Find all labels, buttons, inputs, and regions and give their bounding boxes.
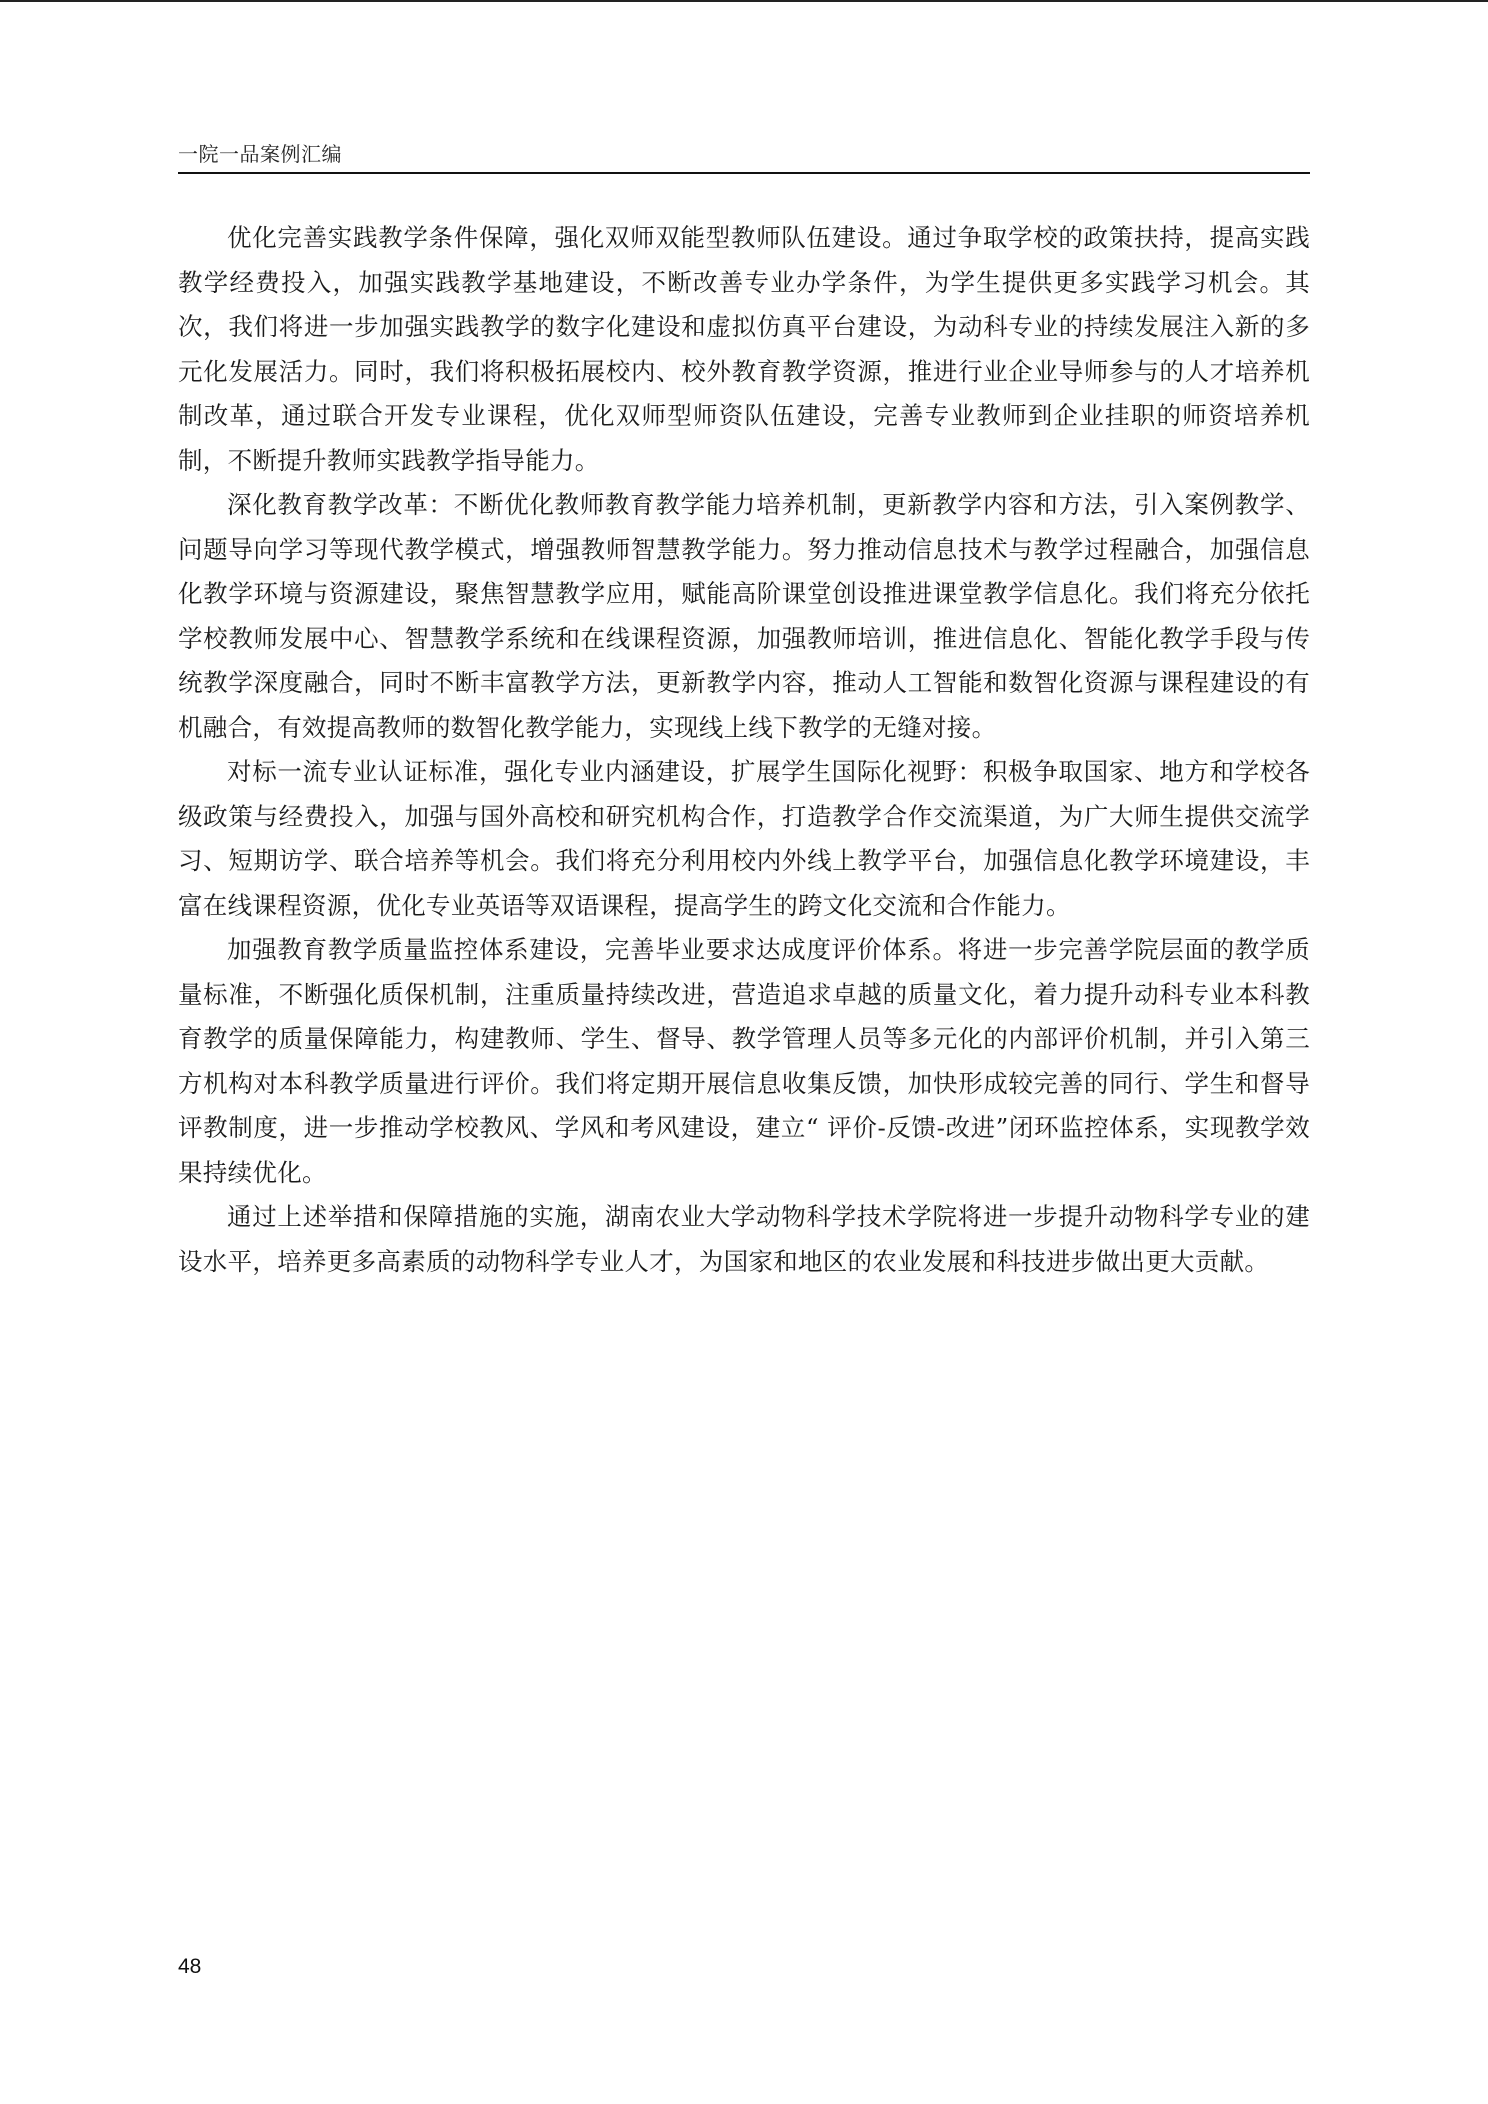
- paragraph-conclusion: 通过上述举措和保障措施的实施，湖南农业大学动物科学技术学院将进一步提升动物科学专业的建设水平，培养更多高素质的动物科学专业人才，为国家和地区的农业发展和科技进步做出更大贡献。: [178, 1202, 1310, 1276]
- paragraph-practice-teaching: 优化完善实践教学条件保障，强化双师双能型教师队伍建设。通过争取学校的政策扶持，提高实践教学经费投入，加强实践教学基地建设，不断改善专业办学条件，为学生提供更多实践学习机会。其次，我们将进一步加强实践教学的数字化建设和虚拟仿真平台建设，为动科专业的持续发展注入新的多元化发展活力。同时，我们将积极拓展校内、校外教育教学资源，推进行业企业导师参与的人才培养机制改革，通过联合开发专业课程，优化双师型师资队伍建设，完善专业教师到企业挂职的师资培养机制，不断提升教师实践教学指导能力。: [178, 223, 1310, 475]
- page-top-border: [0, 0, 1488, 2]
- page-number: 48: [178, 1955, 202, 1978]
- running-header: 一院一品案例汇编: [178, 142, 342, 166]
- paragraph-international-vision: 对标一流专业认证标准，强化专业内涵建设，扩展学生国际化视野：积极争取国家、地方和学校各级政策与经费投入，加强与国外高校和研究机构合作，打造教学合作交流渠道，为广大师生提供交流学习、短期访学、联合培养等机会。我们将充分利用校内外线上教学平台，加强信息化教学环境建设，丰富在线课程资源，优化专业英语等双语课程，提高学生的跨文化交流和合作能力。: [178, 757, 1310, 920]
- paragraph-quality-monitoring: 加强教育教学质量监控体系建设，完善毕业要求达成度评价体系。将进一步完善学院层面的教学质量标准，不断强化质保机制，注重质量持续改进，营造追求卓越的质量文化，着力提升动科专业本科教育教学的质量保障能力，构建教师、学生、督导、教学管理人员等多元化的内部评价机制，并引入第三方机构对本科教学质量进行评价。我们将定期开展信息收集反馈，加快形成较完善的同行、学生和督导评教制度，进一步推动学校教风、学风和考风建设，建立“ 评价-反馈-改进”闭环监控体系，实现教学效果持续优化。: [178, 935, 1310, 1187]
- body-text: [178, 216, 1310, 1284]
- paragraph-teaching-reform: 深化教育教学改革：不断优化教师教育教学能力培养机制，更新教学内容和方法，引入案例教学、问题导向学习等现代教学模式，增强教师智慧教学能力。努力推动信息技术与教学过程融合，加强信息化教学环境与资源建设，聚焦智慧教学应用，赋能高阶课堂创设推进课堂教学信息化。我们将充分依托学校教师发展中心、智慧教学系统和在线课程资源，加强教师培训，推进信息化、智能化教学手段与传统教学深度融合，同时不断丰富教学方法，更新教学内容，推动人工智能和数智化资源与课程建设的有机融合，有效提高教师的数智化教学能力，实现线上线下教学的无缝对接。: [178, 490, 1310, 742]
- header-rule: [178, 172, 1310, 174]
